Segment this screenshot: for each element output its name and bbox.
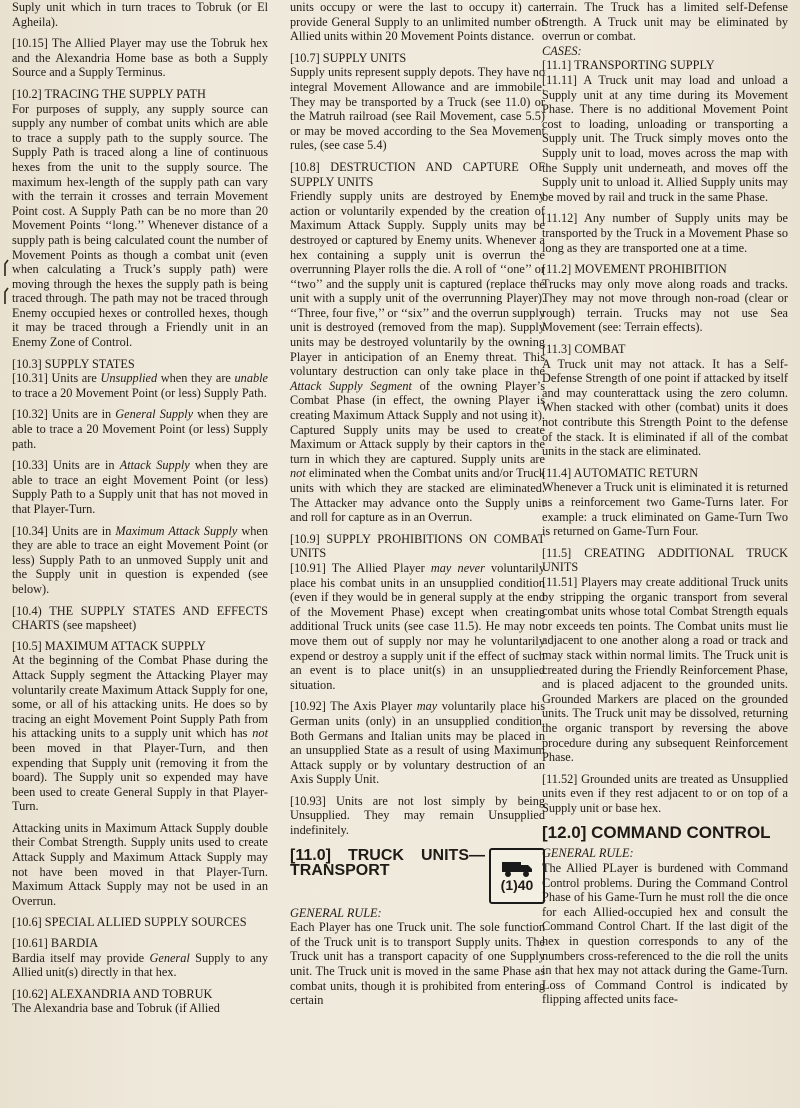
section-heading-10-3: [10.3] SUPPLY STATES — [12, 356, 135, 371]
section-heading-10-62: [10.62] ALEXANDRIA AND TOBRUK — [12, 986, 213, 1001]
column-1 — [12, 0, 268, 1023]
case-10-34: [10.34] Units are in Maximum Attack Supply when they are able to trace an eight Movement Point (or less) Supply Path to an unmoved Supply unit and the Supply unit in question is expended (see below). — [12, 523, 268, 596]
section-heading-11-5: [11.5] CREATING ADDITIONAL TRUCK UNITS — [542, 545, 788, 575]
case-10-15: [10.15] The Allied Player may use the Tobruk hex and the Alexandria Home base as both a Supply Source and a Supply Terminus. — [12, 36, 268, 80]
case-11-11: [11.11] A Truck unit may load and unload a Supply unit at any time during its Movement Phase. There is no additional Movement Point cost to loading, unloading or transporting a Supply unit. The Truck simply moves onto the Supply unit to load, moves across the map with the Supply unit underneath, and moves off the Supply unit to unload it. Allied Supply units may be moved by rail and truck in the same Phase. — [542, 72, 788, 204]
case-11-4-text: Whenever a Truck unit is eliminated it is returned as a reinforcement two Game-Turns later. For example: a truck eliminated on Game-Turn Two is returned on Game-Turn Four. — [542, 480, 788, 539]
section-heading-10-61: [10.61] BARDIA — [12, 936, 99, 951]
case-11-3-text: A Truck unit may not attack. It has a Self-Defense Strength of one point if attacked by itself and may counterattack using the zero column. When stacked with other (combat) units it does not contribute this Strength Point to the defense of the stack. It is eliminated if all of the combat units in the stack are eliminated. — [542, 356, 788, 459]
case-10-62-text: The Alexandria base and Tobruk (if Allied — [12, 1001, 220, 1016]
section-heading-10-8: [10.8] DESTRUCTION AND CAPTURE OF SUPPLY UNITS — [290, 159, 545, 189]
section-heading-11-2: [11.2] MOVEMENT PROHIBITION — [542, 262, 727, 277]
section-heading-10-2: [10.2] TRACING THE SUPPLY PATH — [12, 86, 206, 101]
case-10-93: [10.93] Units are not lost simply by being Unsupplied. They may remain Unsupplied indefinitely. — [290, 793, 545, 838]
case-11-0-text: Each Player has one Truck unit. The sole function of the Truck unit is to transport Supply units. The Truck unit has a transport capacity of one Supply unit. The Truck unit is moved in the same Phase as combat units, though it is prohibited from entering certain — [290, 920, 545, 1008]
case-10-8-text: Friendly supply units are destroyed by Enemy action or voluntarily expended by the creation of Maximum Attack Supply. Supply units may be destroyed or captured by Enemy units. Whenever a hex containing a supply unit is overrun the overrunning Player rolls the die. A roll of ‘‘one’’ or ‘‘two’’ and the supply unit is captured (replace the unit with a supply unit of the overrunning Player). ‘‘Three, four five,’’ or ‘‘six’’ and the overrun supply unit is destroyed (removed from the map). Supply units may be destroyed voluntarily by the owning Player in anticipation of an Enemy threat. This voluntary destruction can only take place in the Attack Supply Segment of the owning Player’s Combat Phase (in effect, the owning Player is creating Maximum Attack Supply and not using it). Captured Supply units may be used to create Maximum or Attack supply by their captors in the turn in which they are captured. Supply units are not eliminated when the Combat units and/or Truck units with which they are stacked are eliminated. The Attacker may advance onto the Supply unit and roll for capture as in an Overrun. — [290, 189, 546, 525]
margin-bracket-mark — [2, 258, 10, 308]
case-10-2-text: For purposes of supply, any supply source can supply any number of combat units which are able to trace a supply path to the supply source. The Supply Path is traced along a line of continuous hexes from the unit to the supply source. The maximum hex-length of the supply path can vary with the terrain it crosses and terrain Movement Point cost. A Supply Path can be no more than 20 Movement Points ‘‘long.’’ Whenever distance of a supply path is being calculated count the number of Movement Points as though a combat unit (even when calculating a Truck’s supply path) were moving through the hexes the supply path is being traced through. The path may not be traced through Enemy occupied hexes or controlled hexes, though it may be traced through a Friendly unit in an Enemy Zone of Control. — [12, 101, 268, 350]
case-10-32: [10.32] Units are in General Supply when they are able to trace a 20 Movement Point (or less) Supply path. — [12, 407, 268, 451]
case-10-7-text: Supply units represent supply depots. They have no integral Movement Allowance and are immobile. They may be transported by a Truck (see 11.0) or the Matruh railroad (see Rail Movement, case 5.5) or may be moved according to the Sea Movement rules, (see case 5.4) — [290, 65, 545, 153]
case-10-61-text: Bardia itself may provide General Supply to any Allied unit(s) directly in that hex. — [12, 950, 268, 980]
section-heading-11-1: [11.1] TRANSPORTING SUPPLY — [542, 58, 715, 73]
section-heading-10-7: [10.7] SUPPLY UNITS — [290, 50, 407, 65]
case-11-2-text: Trucks may only move along roads and tracks. They may not move through non-road (clear or rough) terrain. Trucks may not use Sea Movement (see: Terrain effects). — [542, 276, 788, 335]
section-heading-11-4: [11.4] AUTOMATIC RETURN — [542, 465, 699, 480]
case-10-33: [10.33] Units are in Attack Supply when they are able to trace an eight Movement Point (or less) Supply Path to a Supply unit that has not moved in that Player-Turn. — [12, 458, 268, 516]
column-3 — [542, 0, 788, 1014]
truck-units-heading-block — [290, 848, 545, 904]
case-10-92: [10.92] The Axis Player may voluntarily place his German units (only) in an unsupplied condition. Both Germans and Italian units may be placed in an unsupplied State as a result of using Maximum Attack supply or by voluntary destruction of an Axis Supply Unit. — [290, 699, 545, 787]
section-heading-10-6: [10.6] SPECIAL ALLIED SUPPLY SOURCES — [12, 915, 247, 930]
case-11-52: [11.52] Grounded units are treated as Unsupplied units even if they rest adjacent to or on top of a Supply unit or base hex. — [542, 771, 788, 815]
truck-icon — [501, 860, 533, 878]
section-heading-10-9: [10.9] SUPPLY PROHIBITIONS ON COMBAT UNITS — [290, 531, 545, 561]
general-rule-label: GENERAL RULE: — [542, 846, 634, 861]
section-heading-10-5: [10.5] MAXIMUM ATTACK SUPPLY — [12, 638, 206, 653]
case-10-5-text: At the beginning of the Combat Phase during the Attack Supply segment the Attacking Player may voluntarily create Maximum Attack Supply for one, some, or all of his attacking units. He does so by tracing an eight Movement Point Supply Path from his attacking units to a supply unit which has not been moved in that Player-Turn, and then expending that Supply unit (removing it from the board). The Supply unit so expended may have been used to create General Supply in that Player-Turn. — [12, 653, 268, 814]
case-10-31: [10.31] Units are Unsupplied when they are unable to trace a 20 Movement Point (or less) Supply Path. — [12, 371, 268, 400]
section-heading-11-3: [11.3] COMBAT — [542, 342, 626, 357]
section-heading-12-0: [12.0] COMMAND CONTROL — [542, 823, 771, 843]
case-10-91: [10.91] The Allied Player may never voluntarily place his combat units in an unsupplied condition (even if they would be in general supply at the end of the Movement Phase) except when creating additional Truck units (see case 11.5). He may not move them out of supply nor may he voluntarily expend or destroy a supply unit if the effect of such an event is to place unit(s) in an unsupplied situation. — [290, 560, 545, 692]
general-rule-label: GENERAL RULE: — [290, 905, 382, 920]
paragraph-continued: terrain. The Truck has a limited self-Defense Strength. A Truck unit may be eliminated by overrun or combat. — [542, 0, 788, 44]
case-11-51: [11.51] Players may create additional Truck units by stripping the organic transport from several combat units whose total Combat Strength equals or exceeds ten points. The Combat units must lie adjacent to one another along a road or track and may stack within normal limits. The Truck unit is created during the Friendly Reinforcement Phase, and is placed adjacent to the grounded units. Grounded Markers are placed on the grounded units. The Truck unit may be dissolved, returning the organic transport by reversing the above procedure during any subsequent Reinforcement Phase. — [542, 574, 788, 765]
paragraph-continued: units occupy or were the last to occupy it) can provide General Supply to an unlimited number of Allied units within 20 Movement Points distance. — [290, 0, 545, 44]
section-heading-11-0: [11.0] TRUCK UNITS— TRANSPORT — [290, 846, 485, 879]
truck-counter — [489, 848, 545, 904]
paragraph-continued: Suply unit which in turn traces to Tobruk (or El Agheila). — [12, 0, 268, 29]
case-12-0-text: The Allied PLayer is burdened with Command Control problems. During the Command Control Phase of his Game-Turn he must roll the die once for each Allied-occupied hex and consult the Command Control Chart. If the last digit of the hex in question corresponds to any of the numbers cross-referenced to the die roll the units in that hex may not attack during the Game-Turn. Loss of Command Control is indicated by flipping affected units face- — [542, 861, 788, 1007]
case-11-12: [11.12] Any number of Supply units may be transported by the Truck in a Movement Phase so long as they are transported one at a time. — [542, 211, 788, 255]
column-2 — [290, 0, 545, 1015]
cases-label: CASES: — [542, 43, 582, 58]
section-heading-10-4: [10.4) THE SUPPLY STATES AND EFFECTS CHARTS (see mapsheet) — [12, 603, 268, 633]
case-10-5-text-2: Attacking units in Maximum Attack Supply double their Combat Strength. Supply units used to create Attack Supply and Maximum Attack Supply may not have been moved in that Player-Turn. Maximum Attack Supply may not be used in an Overrun. — [12, 820, 268, 908]
truck-counter-value: (1)40 — [500, 876, 534, 893]
